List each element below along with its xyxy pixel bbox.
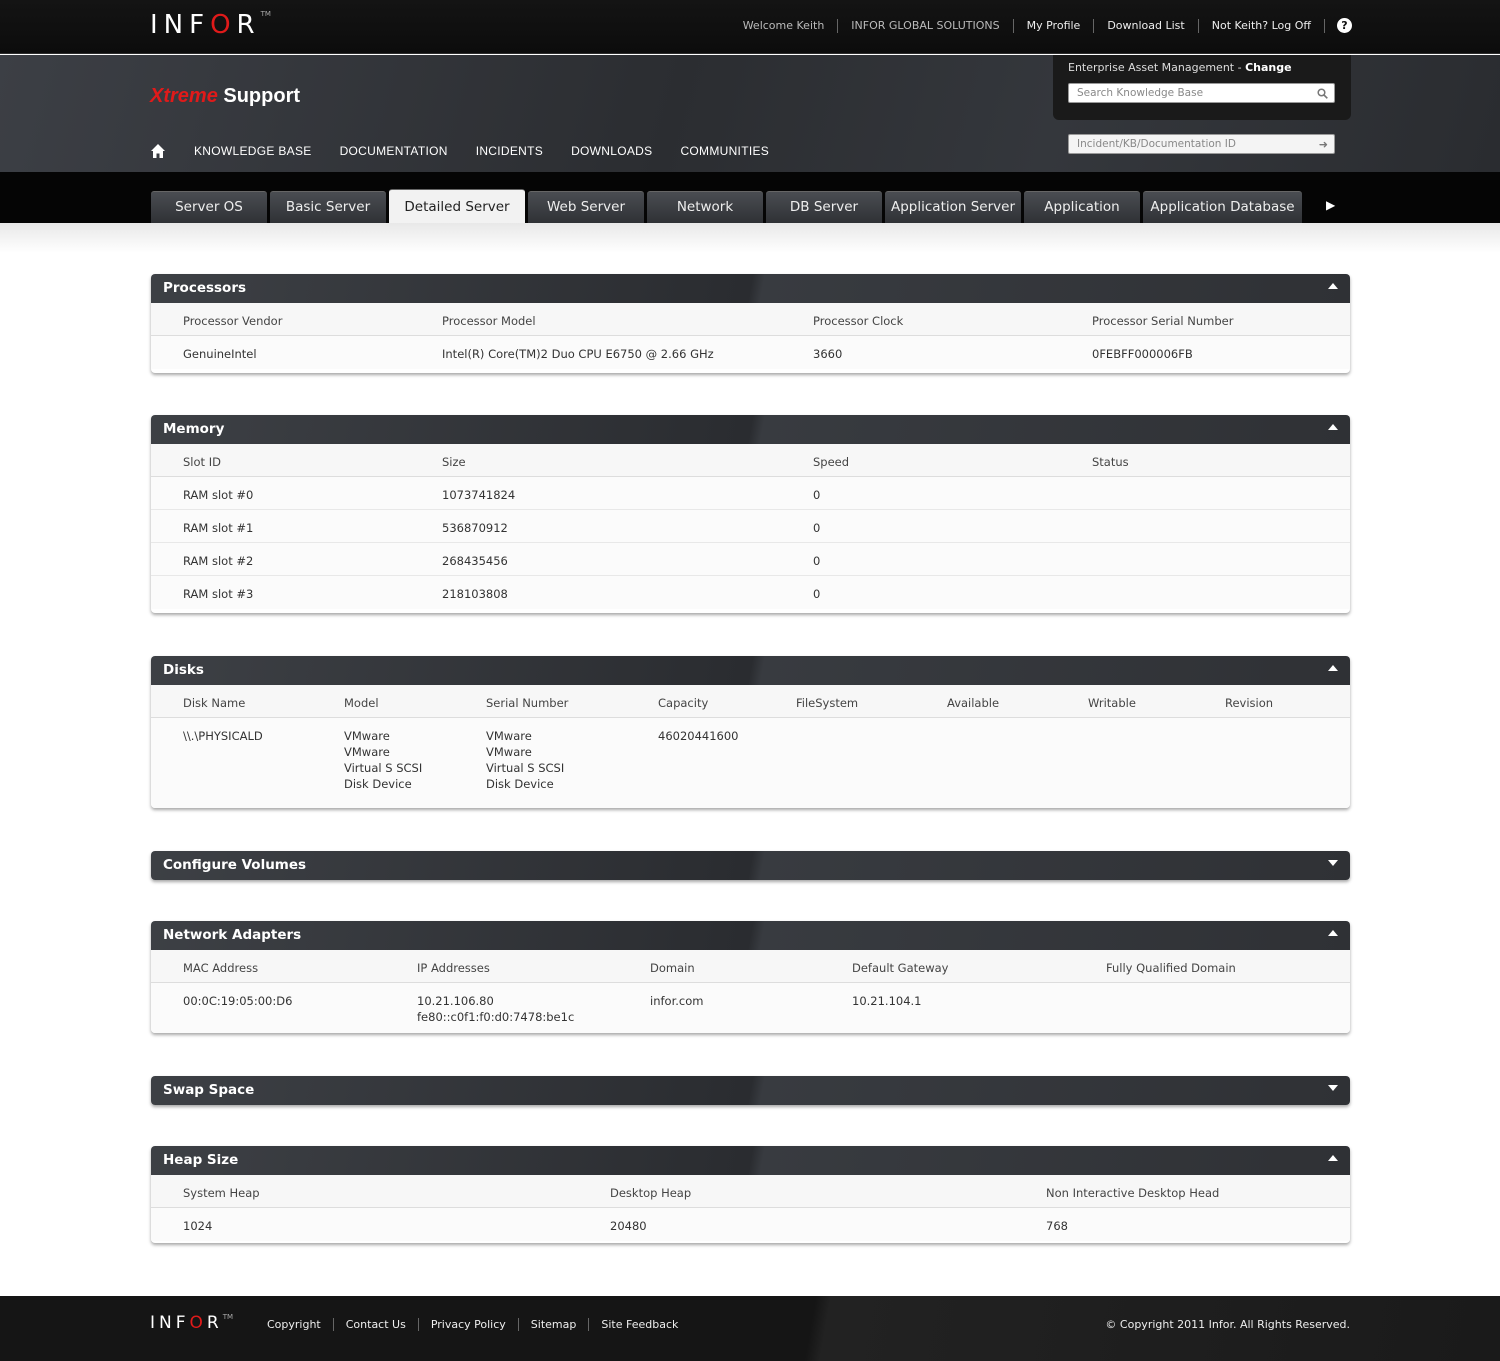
table-cell: 10.21.104.1 [852,994,922,1008]
product-selector [1068,61,1292,74]
column-header: Processor Clock [813,314,904,328]
serial-line: Virtual S SCSI [486,761,565,775]
model-line: Disk Device [344,777,412,791]
table-row [151,510,1350,543]
tab-web-server[interactable]: Web Server [528,191,644,223]
infor-logo[interactable]: INFOR™ [150,10,271,40]
network-adapters-panel [151,921,1350,1033]
column-header: Processor Model [442,314,536,328]
column-header: Processor Vendor [183,314,283,328]
footer-links [255,1318,690,1331]
nav-communities[interactable]: COMMUNITIES [680,144,770,158]
column-header: FileSystem [796,696,859,710]
copyright-text: © Copyright 2011 Infor. All Rights Reserved. [1105,1318,1350,1331]
table-cell: RAM slot #2 [183,554,254,568]
header-shadow [0,223,1500,253]
column-header: Disk Name [183,696,246,710]
kb-search-input[interactable] [1068,83,1335,103]
column-header: Speed [813,455,850,469]
table-cell: 00:0C:19:05:00:D6 [183,994,293,1008]
footer-logo[interactable]: INFOR™ [150,1313,234,1333]
disks-header[interactable] [151,656,1350,685]
nav-incidents[interactable]: INCIDENTS [475,144,544,158]
memory-panel [151,415,1350,613]
tab-bar [0,172,1500,223]
configure-volumes-title: Configure Volumes [163,857,307,873]
collapse-icon[interactable] [1328,283,1338,289]
table-row [151,718,1350,808]
site-title-xtreme: Xtreme [150,85,218,107]
table-cell: 0 [813,554,821,568]
table-cell [486,728,564,792]
swap-space-header[interactable] [151,1076,1350,1105]
footer-privacy-link[interactable]: Privacy Policy [419,1318,519,1331]
column-header: System Heap [183,1186,260,1200]
table-cell: 536870912 [442,521,508,535]
column-header: Desktop Heap [610,1186,692,1200]
table-header [151,685,1350,718]
tab-application-database[interactable]: Application Database [1143,191,1302,223]
table-header [151,303,1350,336]
network-adapters-title: Network Adapters [163,927,302,943]
heap-size-title: Heap Size [163,1152,239,1168]
disks-title: Disks [163,662,204,678]
tab-network[interactable]: Network [647,191,763,223]
column-header: Status [1092,455,1129,469]
table-row [151,983,1350,1033]
ip-address: 10.21.106.80 [417,994,494,1008]
column-header: MAC Address [183,961,259,975]
footer-copyright-link[interactable]: Copyright [255,1318,334,1331]
column-header: Default Gateway [852,961,949,975]
network-adapters-header[interactable] [151,921,1350,950]
tab-db-server[interactable]: DB Server [766,191,882,223]
table-cell: 3660 [813,347,843,361]
table-header [151,950,1350,983]
table-cell: 218103808 [442,587,508,601]
table-cell: \\.\PHYSICALD [183,729,263,743]
collapse-icon[interactable] [1328,930,1338,936]
ip-address: fe80::c0f1:f0:d0:7478:be1c [417,1010,575,1024]
tab-application[interactable]: Application [1024,191,1140,223]
table-row [151,543,1350,576]
swap-space-title: Swap Space [163,1082,255,1098]
serial-line: VMware [486,729,532,743]
table-cell: 0 [813,521,821,535]
main-nav [150,143,797,159]
tab-server-os[interactable]: Server OS [151,191,267,223]
footer-sitemap-link[interactable]: Sitemap [519,1318,590,1331]
table-row [151,336,1350,369]
expand-icon[interactable] [1328,860,1338,866]
kb-search-placeholder: Search Knowledge Base [1077,87,1204,99]
column-header: Writable [1088,696,1136,710]
table-cell: 768 [1046,1219,1068,1233]
processors-header[interactable] [151,274,1350,303]
table-row [151,1208,1350,1241]
column-header: Fully Qualified Domain [1106,961,1236,975]
welcome-text: Welcome Keith [730,19,839,33]
table-cell: Intel(R) Core(TM)2 Duo CPU E6750 @ 2.66 GHz [442,347,714,361]
home-icon[interactable] [150,143,166,159]
table-cell: GenuineIntel [183,347,257,361]
table-cell [344,728,422,792]
footer-contact-link[interactable]: Contact Us [334,1318,419,1331]
nav-downloads[interactable]: DOWNLOADS [571,144,653,158]
nav-documentation[interactable]: DOCUMENTATION [339,144,448,158]
help-icon[interactable]: ? [1337,18,1352,33]
column-header: Non Interactive Desktop Head [1046,1186,1220,1200]
footer [0,1296,1500,1361]
footer-feedback-link[interactable]: Site Feedback [601,1318,679,1331]
column-header: Size [442,455,466,469]
search-panel [1053,55,1351,120]
table-cell: 0FEBFF000006FB [1092,347,1193,361]
tab-basic-server[interactable]: Basic Server [270,191,386,223]
tab-detailed-server[interactable]: Detailed Server [389,189,525,223]
swap-space-panel [151,1076,1350,1105]
expand-icon[interactable] [1328,1085,1338,1091]
table-header [151,1175,1350,1208]
model-line: Virtual S SCSI [344,761,423,775]
my-profile-link[interactable]: My Profile [1014,19,1095,33]
log-off-link[interactable]: Not Keith? Log Off [1199,19,1325,33]
nav-knowledge-base[interactable]: KNOWLEDGE BASE [194,144,312,158]
id-search-placeholder: Incident/KB/Documentation ID [1077,138,1236,150]
configure-volumes-header[interactable] [151,851,1350,880]
collapse-icon[interactable] [1328,424,1338,430]
column-header: Model [344,696,379,710]
top-bar [0,0,1500,54]
product-separator: - [1234,61,1246,74]
tab-scroll-right-icon[interactable]: ▶ [1326,198,1336,212]
column-header: Available [947,696,1000,710]
table-header [151,444,1350,477]
heap-size-panel [151,1146,1350,1243]
table-cell: RAM slot #0 [183,488,254,502]
collapse-icon[interactable] [1328,665,1338,671]
serial-line: VMware [486,745,532,759]
collapse-icon[interactable] [1328,1155,1338,1161]
company-link[interactable]: INFOR GLOBAL SOLUTIONS [838,19,1013,33]
column-header: Capacity [658,696,709,710]
column-header: Processor Serial Number [1092,314,1234,328]
processors-title: Processors [163,280,247,296]
go-arrow-icon[interactable]: ➜ [1318,138,1328,151]
column-header: IP Addresses [417,961,490,975]
header [0,55,1500,172]
change-product-link[interactable]: Change [1245,61,1292,74]
table-cell: RAM slot #3 [183,587,254,601]
heap-size-header[interactable] [151,1146,1350,1175]
table-cell [417,993,574,1025]
table-cell: RAM slot #1 [183,521,254,535]
table-cell: 20480 [610,1219,647,1233]
download-list-link[interactable]: Download List [1094,19,1198,33]
column-header: Slot ID [183,455,221,469]
configure-volumes-panel [151,851,1350,880]
column-header: Serial Number [486,696,569,710]
table-cell: 1073741824 [442,488,516,502]
memory-title: Memory [163,421,225,437]
table-cell: 0 [813,488,821,502]
site-title-support: Support [223,85,301,107]
serial-line: Disk Device [486,777,554,791]
search-icon[interactable] [1317,88,1328,99]
table-cell: 268435456 [442,554,508,568]
memory-header[interactable] [151,415,1350,444]
column-header: Revision [1225,696,1274,710]
model-line: VMware [344,729,390,743]
table-cell: 0 [813,587,821,601]
site-title[interactable] [150,85,300,108]
processors-panel [151,274,1350,373]
table-row [151,576,1350,609]
column-header: Domain [650,961,695,975]
table-cell: infor.com [650,994,704,1008]
model-line: VMware [344,745,390,759]
table-row [151,477,1350,510]
table-cell: 1024 [183,1219,213,1233]
disks-panel [151,656,1350,808]
table-cell: 46020441600 [658,729,739,743]
id-search-input[interactable] [1068,134,1335,154]
product-name: Enterprise Asset Management [1068,61,1235,74]
tab-application-server[interactable]: Application Server [885,191,1021,223]
top-links [730,18,1352,33]
